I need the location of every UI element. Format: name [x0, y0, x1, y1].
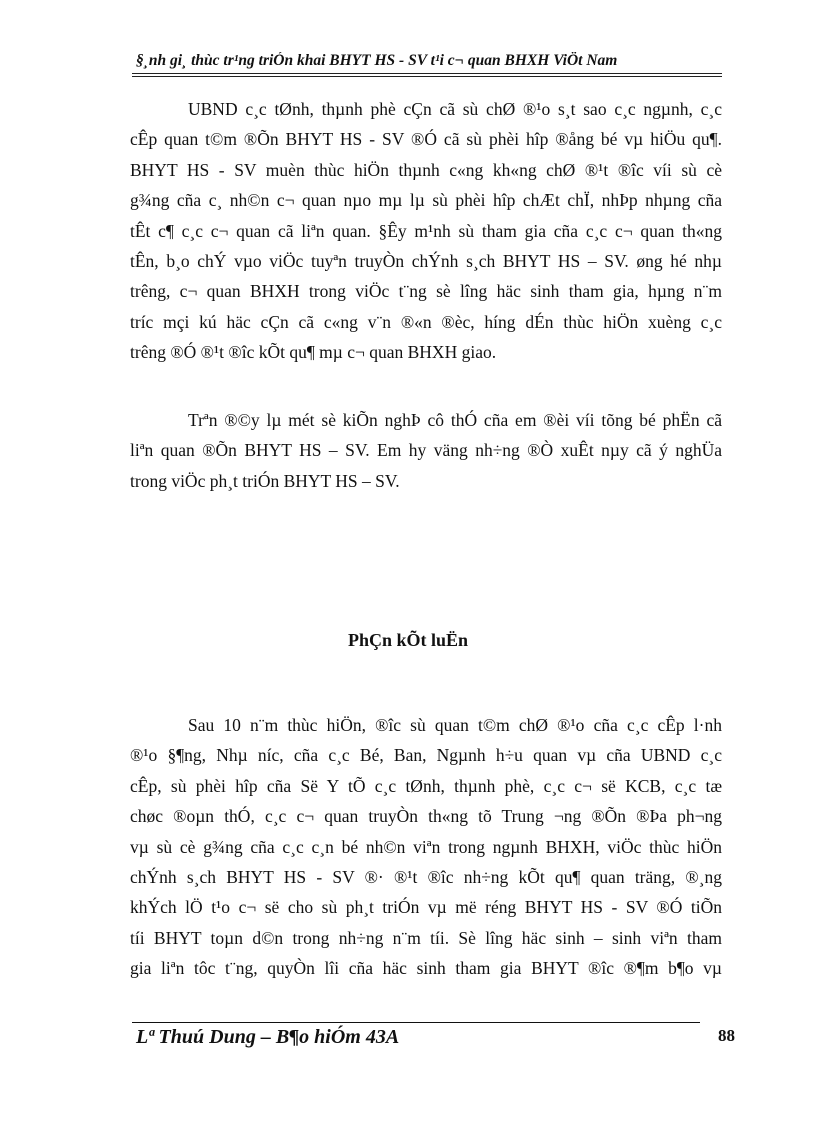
- page-number: 88: [718, 1026, 735, 1045]
- text-line: tÊn, b¸o chÝ vµo viÖc tuyªn truyÒn chÝnh s¸ch BHYT HS – SV. øng hé nhµ: [130, 251, 722, 272]
- text-line: Sau 10 n¨m thùc hiÖn, ®îc sù quan t©m chØ ®¹o cña c¸c cÊp l·nh: [188, 715, 722, 735]
- text-line: BHYT HS - SV muèn thùc hiÖn thµnh c«ng kh«ng chØ ®¹t ®îc víi sù cè: [130, 159, 722, 180]
- footer-divider: [132, 1022, 700, 1023]
- running-header: §¸nh gi¸ thùc tr¹ng triÓn khai BHYT HS - SV t¹i c¬ quan BHXH ViÖt Nam: [136, 52, 618, 69]
- text-line: tíi BHYT toµn d©n trong nh÷ng n¨m tíi. Sè lîng häc sinh – sinh viªn tham: [130, 927, 722, 948]
- text-line: ®¹o §¶ng, Nhµ níc, cña c¸c Bé, Ban, Ngµnh h÷u quan vµ cña UBND c¸c: [130, 745, 722, 766]
- text-line: trêng ®Ó ®¹t ®îc kÕt qu¶ mµ c¬ quan BHXH giao.: [130, 342, 497, 363]
- text-line: cÊp, sù phèi hîp cña Së Y tÕ c¸c tØnh, thµnh phè, c¸c c¬ së KCB, c¸c tæ: [130, 775, 722, 796]
- text-line: liªn quan ®Õn BHYT HS – SV. Em hy väng nh÷ng ®Ò xuÊt nµy cã ý nghÜa: [130, 440, 722, 461]
- text-line: Trªn ®©y lµ mét sè kiÕn nghÞ cô thÓ cña em ®èi víi tõng bé phËn cã: [188, 410, 722, 430]
- text-line: g¾ng cña c¸ nh©n c¬ quan nµo mµ lµ sù phèi hîp chÆt chÏ, nhÞp nhµng cña: [130, 190, 722, 211]
- footer-author: Lª Thuú Dung – B¶o hiÓm 43A: [136, 1026, 400, 1048]
- text-line: trong viÖc ph¸t triÓn BHYT HS – SV.: [130, 470, 400, 491]
- text-line: trêng, c¬ quan BHXH trong viÖc t¨ng sè lîng häc sinh tham gia, hµng n¨m: [130, 281, 722, 302]
- text-line: chøc ®oµn thÓ, c¸c c¬ quan truyÒn th«ng tõ Trung ¬ng ®Õn ®Þa ph¬ng: [130, 806, 722, 827]
- text-line: khÝch lÖ t¹o c¬ së cho sù ph¸t triÓn vµ më réng BHYT HS - SV ®Ó tiÕn: [130, 897, 722, 918]
- text-line: UBND c¸c tØnh, thµnh phè cÇn cã sù chØ ®¹o s¸t sao c¸c ngµnh, c¸c: [188, 99, 722, 119]
- section-heading-conclusion: PhÇn kÕt luËn: [347, 630, 469, 650]
- paragraph-closing-remarks: [130, 405, 722, 496]
- text-line: vµ sù cè g¾ng cña c¸c c¸n bé nh©n viªn trong ngµnh BHXH, viÖc thùc hiÖn: [130, 836, 722, 857]
- text-line: tÊt c¶ c¸c c¬ quan cã liªn quan. §Êy m¹nh sù tham gia cña c¸c c¬ quan th«ng: [130, 220, 722, 241]
- text-line: tríc mçi kú häc cÇn cã c«ng v¨n ®«n ®èc, híng dÉn thùc hiÖn xuèng c¸c: [130, 311, 722, 332]
- text-line: chÝnh s¸ch BHYT HS - SV ®· ®¹t ®îc nh÷ng kÕt qu¶ quan träng, ®¸ng: [130, 867, 722, 888]
- paragraph-conclusion: [130, 710, 722, 984]
- text-line: cÊp quan t©m ®Õn BHYT HS - SV ®Ó cã sù phèi hîp ®ång bé vµ hiÖu qu¶.: [130, 129, 722, 150]
- text-line: gia liªn tôc t¨ng, quyÒn lîi cña häc sinh tham gia BHYT ®îc ®¶m b¶o vµ: [130, 958, 722, 979]
- paragraph-recommendations: [130, 94, 722, 368]
- header-divider: [132, 73, 722, 77]
